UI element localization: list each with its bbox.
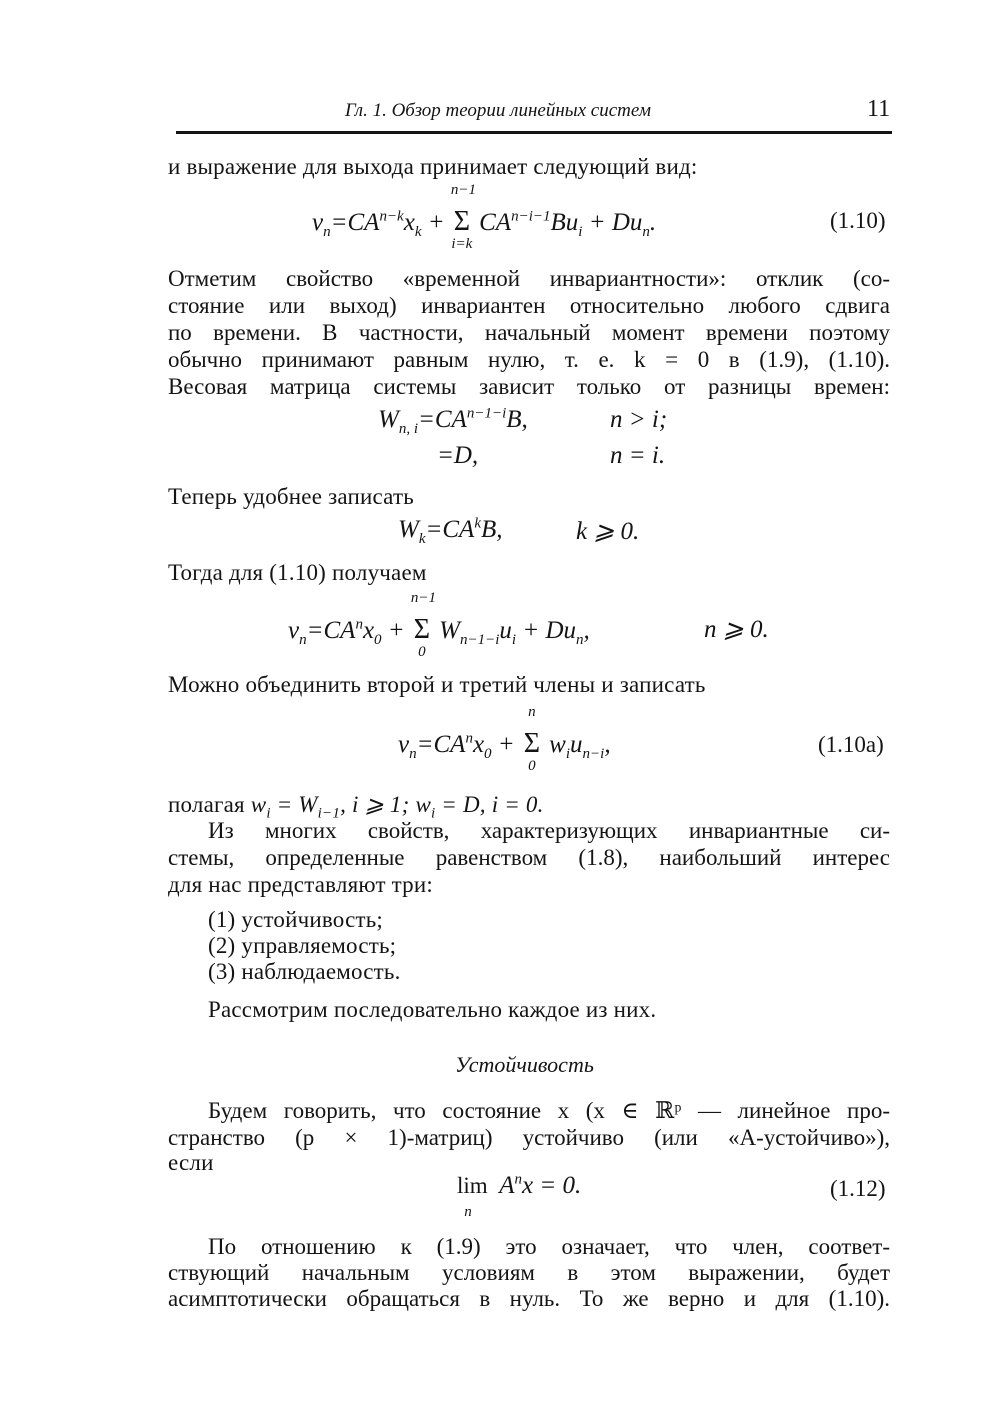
eq-subscript: n−i <box>582 746 605 762</box>
eq-term: CA <box>479 209 512 236</box>
eq-subscript: n−1−i <box>460 632 500 648</box>
eq-condition: k ⩾ 0. <box>576 518 640 545</box>
eq-subscript: n <box>409 746 417 762</box>
eq-term: x = 0. <box>522 1172 582 1199</box>
eq-subscript: n <box>642 224 650 240</box>
list-item: (3) наблюдаемость. <box>208 959 401 984</box>
text-line: Из многих свойств, характеризующих инвариантные си- <box>208 818 890 843</box>
eq-symbol: w <box>250 792 267 817</box>
text-line: стемы, определенные равенством (1.8), наибольший интерес <box>168 845 890 870</box>
text-line: странство (p × 1)-матриц) устойчиво (или «A-устойчиво»), <box>168 1125 890 1150</box>
eq-superscript: k <box>474 515 481 532</box>
list-item: (1) устойчивость; <box>208 907 384 932</box>
eq-symbol: x <box>472 731 485 758</box>
text-line: Будем говорить, что состояние x (x ∈ ℝᵖ — линейное про- <box>208 1098 890 1123</box>
eq-symbol: x <box>362 617 375 644</box>
eq-term: + Du <box>582 209 643 236</box>
eq-superscript: n <box>355 616 363 633</box>
eq-condition: n ⩾ 0. <box>704 616 769 643</box>
eq-operator: + <box>421 209 451 236</box>
equation-number: (1.10a) <box>818 732 884 757</box>
sum-symbol: n−1 Σ i=k <box>450 182 476 252</box>
eq-symbol: W <box>378 406 399 433</box>
equation-1-10a <box>398 704 611 774</box>
list-item: (2) управляемость; <box>208 933 397 958</box>
eq-superscript: n <box>465 730 473 747</box>
sum-upper-limit: n−1 <box>450 182 476 198</box>
eq-term: =CA <box>306 617 356 644</box>
text-line: Отметим свойство «временной инвариантности»: отклик (со- <box>168 266 890 291</box>
sum-lower-limit: 0 <box>418 644 426 660</box>
text-line: для нас представляют три: <box>168 872 433 897</box>
text-line-condition <box>168 792 544 822</box>
equation-weight-matrix <box>378 405 528 437</box>
eq-subscript: n, i <box>398 421 418 437</box>
eq-subscript: i <box>266 805 271 822</box>
eq-subscript: 0 <box>374 632 382 648</box>
text-line: Теперь удобнее записать <box>168 484 414 509</box>
sum-lower-limit: i=k <box>451 236 473 252</box>
eq-subscript: n <box>576 632 584 648</box>
eq-subscript: k <box>418 531 426 547</box>
eq-term: B, <box>506 406 528 433</box>
eq-term: =D, <box>437 442 479 469</box>
text-line: стояние или выход) инвариантен относительно любого сдвига <box>168 293 890 318</box>
text-line: обычно принимают равным нулю, т. е. k = 0 в (1.9), (1.10). <box>168 347 890 372</box>
eq-term: , <box>604 731 611 758</box>
eq-superscript: n−1−i <box>466 405 507 422</box>
eq-subscript: i <box>511 632 517 648</box>
eq-symbol: A <box>499 1172 515 1199</box>
eq-term: = D, i = 0. <box>435 792 544 817</box>
eq-term: =CA <box>330 209 380 236</box>
lim-text: lim <box>457 1173 488 1198</box>
eq-term: , i ⩾ 1; <box>340 792 416 817</box>
eq-symbol: w <box>549 731 566 758</box>
section-heading: Устойчивость <box>455 1052 594 1077</box>
text-line: Рассмотрим последовательно каждое из них. <box>208 997 657 1022</box>
text-line: ствующий начальным условиям в этом выражении, будет <box>168 1260 890 1285</box>
eq-subscript: i <box>578 224 583 240</box>
text-line: По отношению к (1.9) это означает, что член, соответ- <box>208 1234 890 1259</box>
limit-operator <box>457 1172 488 1220</box>
eq-operator: + <box>381 617 411 644</box>
text-line: Весовая матрица системы зависит только от разницы времен: <box>168 374 890 399</box>
eq-condition: n = i. <box>610 442 666 469</box>
sum-upper-limit: n <box>528 704 536 720</box>
eq-superscript: n−i−1 <box>511 208 551 225</box>
eq-symbol: u <box>570 731 583 758</box>
equation-number: (1.10) <box>830 208 886 233</box>
eq-subscript: 0 <box>484 746 492 762</box>
eq-operator: + <box>491 731 521 758</box>
eq-term: . <box>649 209 657 236</box>
eq-symbol: v <box>398 731 410 758</box>
equation-wk <box>398 515 503 547</box>
eq-symbol: v <box>288 617 300 644</box>
eq-term: + Du <box>516 617 577 644</box>
eq-subscript: n <box>299 632 307 648</box>
eq-term: = W <box>270 792 318 817</box>
text-line: и выражение для выхода принимает следующий вид: <box>168 154 698 179</box>
eq-term: =CA <box>425 516 475 543</box>
equation-1-10 <box>312 182 657 252</box>
running-title: Гл. 1. Обзор теории линейных систем <box>345 100 651 121</box>
eq-term: B, <box>481 516 503 543</box>
sum-symbol: n Σ 0 <box>521 728 543 760</box>
eq-symbol: W <box>439 617 460 644</box>
lim-subscript: n <box>464 1204 472 1220</box>
eq-term: Bu <box>550 209 579 236</box>
eq-symbol: v <box>312 209 324 236</box>
equation-1-12 <box>457 1171 582 1220</box>
eq-symbol: W <box>398 516 419 543</box>
text-line: асимптотически обращаться в нуль. То же верно и для (1.10). <box>168 1286 890 1311</box>
eq-subscript: n <box>323 224 331 240</box>
header-rule <box>176 131 892 134</box>
page-number: 11 <box>867 96 891 122</box>
eq-term: =CA <box>416 731 466 758</box>
equation-vn <box>288 590 590 660</box>
eq-symbol: w <box>415 792 431 817</box>
text-span: полагая <box>168 792 251 817</box>
eq-symbol: u <box>499 617 512 644</box>
sum-upper-limit: n−1 <box>410 590 437 606</box>
eq-subscript: i <box>430 805 436 822</box>
text-line: Тогда для (1.10) получаем <box>168 560 427 585</box>
eq-term: =CA <box>418 406 467 433</box>
eq-superscript: n−k <box>379 208 404 225</box>
equation-number: (1.12) <box>830 1176 886 1201</box>
eq-subscript: k <box>414 224 422 240</box>
eq-superscript: n <box>514 1171 523 1188</box>
text-line: по времени. В частности, начальный момент времени поэтому <box>168 320 890 345</box>
text-line: Можно объединить второй и третий члены и записать <box>168 672 706 697</box>
eq-subscript: i <box>565 746 571 762</box>
eq-term: , <box>583 617 590 644</box>
eq-condition: n > i; <box>610 406 668 433</box>
eq-symbol: x <box>403 209 415 236</box>
text-line: если <box>168 1150 214 1175</box>
sum-lower-limit: 0 <box>528 758 536 774</box>
sum-symbol: n−1 Σ 0 <box>410 590 437 660</box>
eq-subscript: i−1 <box>317 805 341 822</box>
